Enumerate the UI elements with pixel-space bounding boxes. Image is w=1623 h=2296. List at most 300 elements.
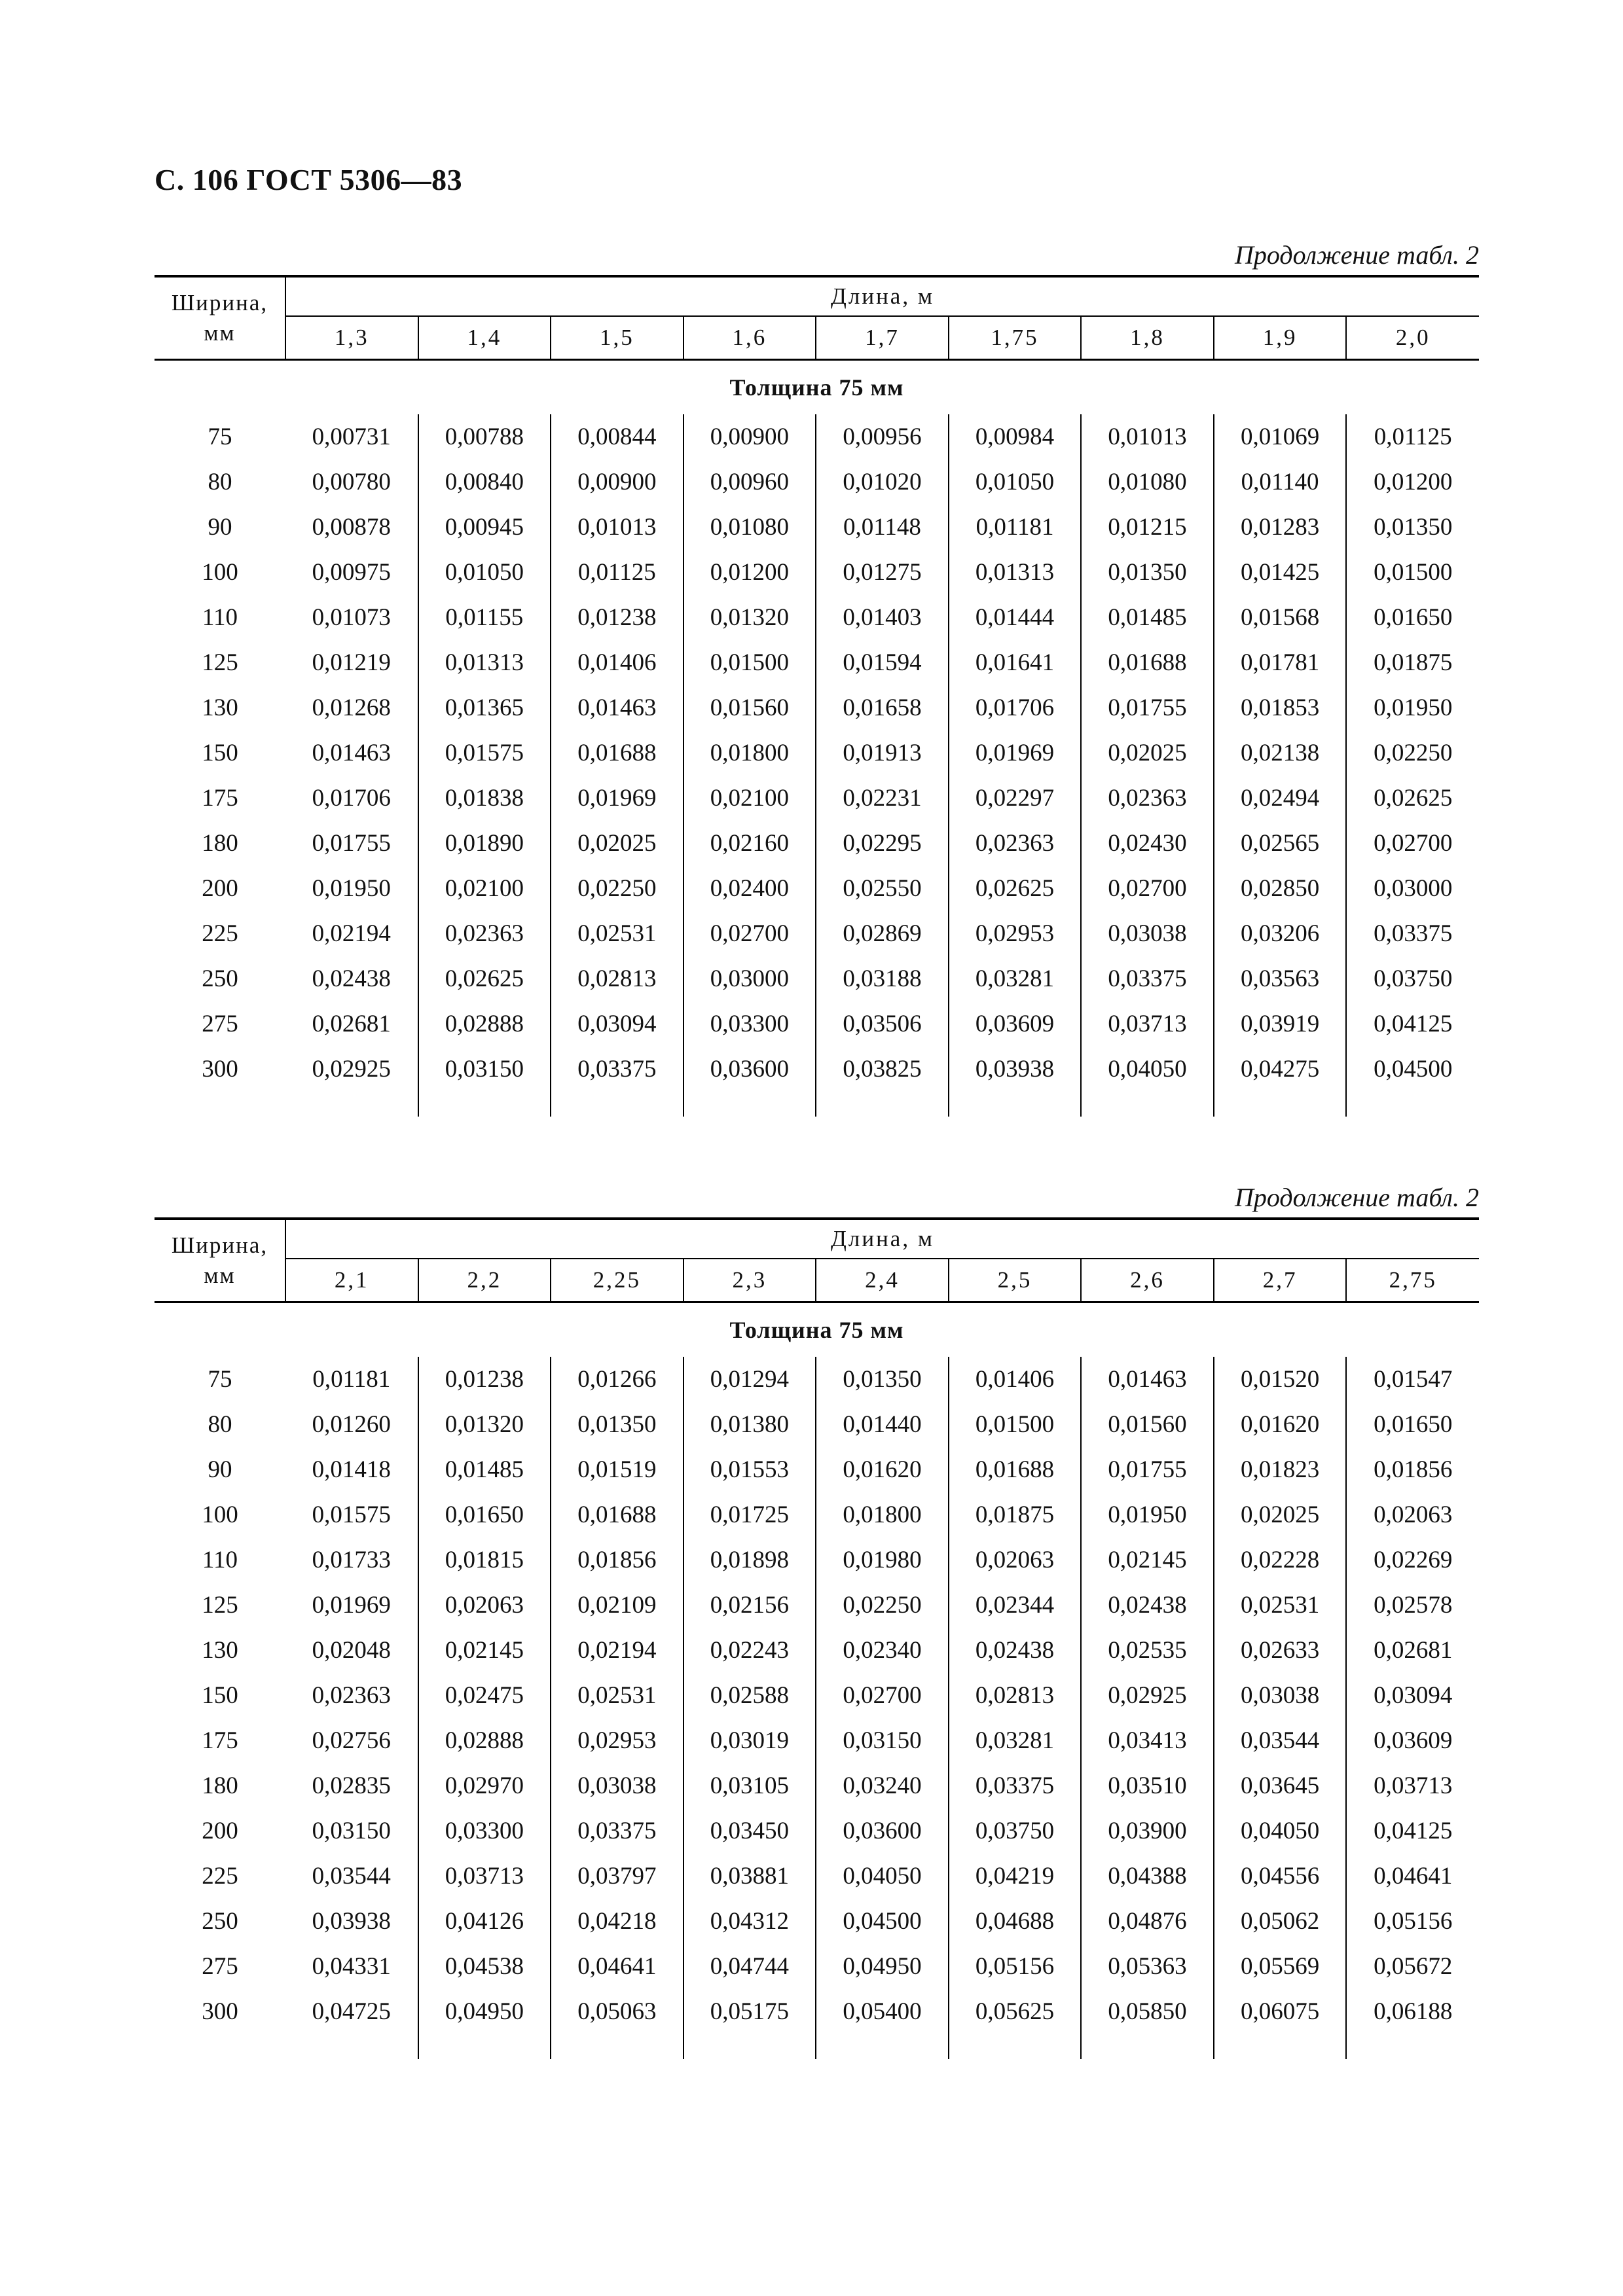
volume-cell: 0,05400 (816, 1989, 949, 2034)
table-row (155, 640, 1479, 685)
volume-cell: 0,02633 (1214, 1628, 1347, 1673)
volume-cell: 0,04725 (285, 1989, 418, 2034)
volume-cell: 0,01485 (418, 1447, 551, 1492)
volume-cell: 0,02953 (949, 911, 1082, 956)
volume-cell: 0,03150 (285, 1808, 418, 1854)
volume-cell: 0,03600 (816, 1808, 949, 1854)
volume-cell: 0,02625 (1374, 785, 1453, 812)
volume-cell: 0,02925 (285, 1047, 418, 1092)
volume-cell: 0,03506 (816, 1001, 949, 1047)
volume-cell: 0,03281 (949, 1718, 1082, 1763)
width-cell: 110 (202, 1547, 238, 1573)
volume-cell: 0,03510 (1081, 1763, 1214, 1808)
volume-cell: 0,01913 (816, 730, 949, 776)
volume-cell: 0,05062 (1214, 1899, 1347, 1944)
volume-cell: 0,01706 (949, 685, 1082, 730)
volume-cell: 0,01320 (684, 595, 816, 640)
volume-cell: 0,02109 (551, 1583, 684, 1628)
volume-cell: 0,04331 (285, 1944, 418, 1989)
volume-cell: 0,02700 (684, 911, 816, 956)
volume-cell: 0,04050 (816, 1854, 949, 1899)
width-cell: 75 (208, 423, 232, 450)
spacer-cell (684, 2034, 816, 2059)
volume-cell: 0,00844 (551, 414, 684, 459)
length-column-header: 1,3 (285, 316, 418, 360)
spacer-cell (418, 2034, 551, 2059)
volume-cell: 0,00780 (285, 459, 418, 505)
volume-cell: 0,03240 (816, 1763, 949, 1808)
volume-cell: 0,04500 (816, 1899, 949, 1944)
volume-cell: 0,01838 (418, 776, 551, 821)
volume-cell: 0,03300 (418, 1808, 551, 1854)
spacer-cell (949, 2034, 1082, 2059)
volume-cell: 0,02888 (418, 1001, 551, 1047)
width-cell: 130 (202, 1637, 238, 1664)
table-row (155, 866, 1479, 911)
volume-cell: 0,03281 (949, 956, 1082, 1001)
volume-cell: 0,00984 (949, 414, 1082, 459)
volume-cell: 0,01268 (285, 685, 418, 730)
table-row (155, 595, 1479, 640)
volume-cell: 0,05672 (1374, 1953, 1453, 1980)
volume-cell: 0,03375 (949, 1763, 1082, 1808)
volume-cell: 0,01853 (1214, 685, 1347, 730)
volume-cell: 0,02700 (1081, 866, 1214, 911)
width-cell: 100 (202, 559, 238, 586)
volume-cell: 0,03609 (949, 1001, 1082, 1047)
volume-cell: 0,01275 (816, 550, 949, 595)
volume-cell: 0,01781 (1214, 640, 1347, 685)
table-row (155, 1718, 1479, 1763)
volume-cell: 0,04556 (1214, 1854, 1347, 1899)
volume-cell: 0,01688 (1081, 640, 1214, 685)
table-row (155, 1854, 1479, 1899)
volume-cell: 0,01725 (684, 1492, 816, 1537)
volume-cell: 0,01800 (684, 730, 816, 776)
volume-cell: 0,03188 (816, 956, 949, 1001)
table-row (155, 550, 1479, 595)
volume-cell: 0,01875 (1374, 649, 1453, 676)
volume-cell: 0,01200 (1374, 469, 1453, 495)
volume-cell: 0,01080 (1081, 459, 1214, 505)
volume-cell: 0,03150 (816, 1718, 949, 1763)
volume-cell: 0,01890 (418, 821, 551, 866)
length-column-header: 1,9 (1214, 316, 1347, 360)
volume-cell: 0,05625 (949, 1989, 1082, 2034)
volume-cell: 0,01568 (1214, 595, 1347, 640)
volume-cell: 0,05156 (1374, 1908, 1453, 1935)
volume-cell: 0,01320 (418, 1402, 551, 1447)
volume-table (155, 275, 1479, 1117)
length-column-header: 1,4 (418, 316, 551, 360)
volume-cell: 0,02550 (816, 866, 949, 911)
spacer-cell (816, 1092, 949, 1117)
volume-cell: 0,01688 (551, 1492, 684, 1537)
volume-cell: 0,02295 (816, 821, 949, 866)
volume-cell: 0,01181 (285, 1357, 418, 1402)
length-column-header: 1,6 (684, 316, 816, 360)
volume-cell: 0,02025 (551, 821, 684, 866)
volume-cell: 0,03797 (551, 1854, 684, 1899)
volume-cell: 0,02363 (949, 821, 1082, 866)
volume-cell: 0,02535 (1081, 1628, 1214, 1673)
volume-cell: 0,01950 (1081, 1492, 1214, 1537)
table-row (155, 459, 1479, 505)
table-row (155, 1492, 1479, 1537)
length-column-header: 1,75 (949, 316, 1082, 360)
volume-cell: 0,02340 (816, 1628, 949, 1673)
volume-cell: 0,01980 (816, 1537, 949, 1583)
width-cell: 175 (202, 1727, 238, 1754)
length-column-header: 2,1 (285, 1259, 418, 1302)
volume-cell: 0,02700 (1374, 830, 1453, 857)
volume-cell: 0,04312 (684, 1899, 816, 1944)
volume-cell: 0,02813 (949, 1673, 1082, 1718)
table-row (155, 1047, 1479, 1092)
length-column-header: 1,8 (1081, 316, 1214, 360)
volume-cell: 0,04500 (1374, 1056, 1453, 1083)
volume-cell: 0,00878 (285, 505, 418, 550)
volume-cell: 0,02835 (285, 1763, 418, 1808)
volume-cell: 0,01547 (1374, 1366, 1453, 1393)
volume-cell: 0,03375 (1374, 920, 1453, 947)
volume-cell: 0,01856 (551, 1537, 684, 1583)
volume-cell: 0,01950 (1374, 694, 1453, 721)
table-row (155, 911, 1479, 956)
volume-cell: 0,01073 (285, 595, 418, 640)
table-row (155, 1763, 1479, 1808)
volume-cell: 0,03938 (285, 1899, 418, 1944)
volume-cell: 0,02297 (949, 776, 1082, 821)
volume-cell: 0,02269 (1374, 1547, 1453, 1573)
volume-cell: 0,01463 (551, 685, 684, 730)
volume-cell: 0,00900 (551, 459, 684, 505)
volume-cell: 0,03544 (285, 1854, 418, 1899)
volume-cell: 0,03825 (816, 1047, 949, 1092)
width-cell: 225 (202, 920, 238, 947)
volume-cell: 0,03713 (418, 1854, 551, 1899)
volume-cell: 0,02138 (1214, 730, 1347, 776)
volume-cell: 0,02344 (949, 1583, 1082, 1628)
volume-cell: 0,03563 (1214, 956, 1347, 1001)
volume-cell: 0,01463 (285, 730, 418, 776)
volume-cell: 0,01050 (949, 459, 1082, 505)
volume-cell: 0,02194 (551, 1628, 684, 1673)
volume-cell: 0,01013 (1081, 414, 1214, 459)
volume-cell: 0,02063 (1374, 1501, 1453, 1528)
volume-cell: 0,02048 (285, 1628, 418, 1673)
volume-cell: 0,05363 (1081, 1944, 1214, 1989)
volume-cell: 0,01125 (1374, 423, 1452, 450)
volume-cell: 0,01238 (551, 595, 684, 640)
volume-cell: 0,02250 (816, 1583, 949, 1628)
volume-cell: 0,02100 (684, 776, 816, 821)
volume-cell: 0,02250 (1374, 740, 1453, 766)
section-heading: Толщина 75 мм (729, 374, 904, 401)
table-row (155, 1808, 1479, 1854)
volume-cell: 0,01620 (1214, 1402, 1347, 1447)
volume-cell: 0,01266 (551, 1357, 684, 1402)
volume-cell: 0,03150 (418, 1047, 551, 1092)
length-column-header: 1,5 (551, 316, 684, 360)
volume-cell: 0,02363 (418, 911, 551, 956)
volume-cell: 0,02681 (285, 1001, 418, 1047)
spacer-cell (418, 1092, 551, 1117)
volume-cell: 0,03038 (1081, 911, 1214, 956)
width-cell: 110 (202, 604, 238, 631)
volume-cell: 0,02531 (551, 1673, 684, 1718)
volume-cell: 0,01575 (418, 730, 551, 776)
volume-cell: 0,01800 (816, 1492, 949, 1537)
volume-cell: 0,01815 (418, 1537, 551, 1583)
volume-cell: 0,02063 (418, 1583, 551, 1628)
volume-cell: 0,03019 (684, 1718, 816, 1763)
volume-cell: 0,01969 (551, 776, 684, 821)
volume-cell: 0,04388 (1081, 1854, 1214, 1899)
volume-cell: 0,01155 (418, 595, 551, 640)
volume-cell: 0,02156 (684, 1583, 816, 1628)
width-cell: 80 (208, 469, 232, 495)
length-column-header: 2,75 (1346, 1259, 1479, 1302)
spacer-cell (1346, 2034, 1479, 2059)
volume-cell: 0,04641 (551, 1944, 684, 1989)
volume-cell: 0,02531 (551, 911, 684, 956)
volume-cell: 0,01313 (949, 550, 1082, 595)
volume-cell: 0,04688 (949, 1899, 1082, 1944)
volume-cell: 0,00945 (418, 505, 551, 550)
table-row (155, 1673, 1479, 1718)
volume-cell: 0,01560 (1081, 1402, 1214, 1447)
table-row (155, 505, 1479, 550)
table-row (155, 776, 1479, 821)
volume-cell: 0,01755 (285, 821, 418, 866)
spacer-cell (1346, 1092, 1479, 1117)
volume-cell: 0,04050 (1214, 1808, 1347, 1854)
volume-cell: 0,01520 (1214, 1357, 1347, 1402)
width-cell: 80 (208, 1411, 232, 1438)
table-row (155, 1001, 1479, 1047)
volume-cell: 0,01519 (551, 1447, 684, 1492)
volume-cell: 0,02400 (684, 866, 816, 911)
volume-cell: 0,06188 (1374, 1998, 1453, 2025)
length-column-header: 1,7 (816, 316, 949, 360)
volume-cell: 0,02438 (285, 956, 418, 1001)
volume-cell: 0,01069 (1214, 414, 1347, 459)
volume-cell: 0,06075 (1214, 1989, 1347, 2034)
volume-cell: 0,05175 (684, 1989, 816, 2034)
width-cell: 200 (202, 1818, 238, 1844)
table-caption: Продолжение табл. 2 (1234, 1183, 1479, 1212)
volume-cell: 0,01260 (285, 1402, 418, 1447)
spacer-cell (155, 1092, 285, 1117)
volume-cell: 0,03750 (949, 1808, 1082, 1854)
volume-cell: 0,01050 (418, 550, 551, 595)
volume-cell: 0,01219 (285, 640, 418, 685)
volume-cell: 0,00956 (816, 414, 949, 459)
volume-cell: 0,01553 (684, 1447, 816, 1492)
volume-cell: 0,04950 (816, 1944, 949, 1989)
volume-cell: 0,00788 (418, 414, 551, 459)
volume-cell: 0,01950 (285, 866, 418, 911)
volume-cell: 0,00975 (285, 550, 418, 595)
spacer-cell (551, 1092, 684, 1117)
volume-cell: 0,02100 (418, 866, 551, 911)
volume-cell: 0,03713 (1081, 1001, 1214, 1047)
volume-cell: 0,01650 (1374, 1411, 1453, 1438)
page-header: С. 106 ГОСТ 5306—83 (155, 163, 463, 196)
volume-cell: 0,01650 (418, 1492, 551, 1537)
volume-cell: 0,03206 (1214, 911, 1347, 956)
volume-cell: 0,01823 (1214, 1447, 1347, 1492)
spacer-cell (1081, 2034, 1214, 2059)
volume-cell: 0,04876 (1081, 1899, 1214, 1944)
table-row (155, 414, 1479, 459)
length-column-header: 2,3 (684, 1259, 816, 1302)
spacer-cell (285, 1092, 418, 1117)
table-row (155, 1899, 1479, 1944)
spacer-cell (1081, 1092, 1214, 1117)
volume-cell: 0,04275 (1214, 1047, 1347, 1092)
volume-cell: 0,01406 (551, 640, 684, 685)
volume-cell: 0,01898 (684, 1537, 816, 1583)
volume-cell: 0,02160 (684, 821, 816, 866)
width-cell: 150 (202, 1682, 238, 1709)
volume-cell: 0,01294 (684, 1357, 816, 1402)
width-cell: 130 (202, 694, 238, 721)
volume-cell: 0,01755 (1081, 685, 1214, 730)
volume-cell: 0,03094 (551, 1001, 684, 1047)
width-cell: 90 (208, 1456, 232, 1483)
volume-cell: 0,02578 (1374, 1592, 1453, 1619)
volume-cell: 0,03038 (551, 1763, 684, 1808)
volume-cell: 0,03713 (1374, 1772, 1453, 1799)
volume-cell: 0,01403 (816, 595, 949, 640)
volume-cell: 0,01238 (418, 1357, 551, 1402)
volume-cell: 0,01380 (684, 1402, 816, 1447)
volume-cell: 0,01688 (551, 730, 684, 776)
volume-cell: 0,02363 (285, 1673, 418, 1718)
volume-cell: 0,01875 (949, 1492, 1082, 1537)
volume-cell: 0,01350 (1374, 514, 1453, 541)
volume-cell: 0,00731 (285, 414, 418, 459)
volume-cell: 0,03450 (684, 1808, 816, 1854)
table-row (155, 1628, 1479, 1673)
volume-cell: 0,03544 (1214, 1718, 1347, 1763)
volume-cell: 0,01594 (816, 640, 949, 685)
width-cell: 175 (202, 785, 238, 812)
width-cell: 100 (202, 1501, 238, 1528)
volume-cell: 0,02025 (1081, 730, 1214, 776)
volume-cell: 0,03881 (684, 1854, 816, 1899)
volume-cell: 0,03938 (949, 1047, 1082, 1092)
length-group-header: Длина, м (285, 276, 1479, 316)
volume-cell: 0,01650 (1374, 604, 1453, 631)
volume-cell: 0,02145 (1081, 1537, 1214, 1583)
width-cell: 300 (202, 1056, 238, 1083)
volume-cell: 0,04219 (949, 1854, 1082, 1899)
length-column-header: 2,4 (816, 1259, 949, 1302)
volume-cell: 0,01350 (1081, 550, 1214, 595)
volume-cell: 0,01969 (949, 730, 1082, 776)
volume-cell: 0,01969 (285, 1583, 418, 1628)
volume-cell: 0,01733 (285, 1537, 418, 1583)
volume-cell: 0,02953 (551, 1718, 684, 1763)
volume-cell: 0,02681 (1374, 1637, 1453, 1664)
volume-cell: 0,01148 (816, 505, 949, 550)
length-column-header: 2,25 (551, 1259, 684, 1302)
volume-cell: 0,03919 (1214, 1001, 1347, 1047)
table-row (155, 1989, 1479, 2034)
volume-cell: 0,02850 (1214, 866, 1347, 911)
volume-cell: 0,03375 (551, 1047, 684, 1092)
volume-cell: 0,03375 (1081, 956, 1214, 1001)
volume-cell: 0,01313 (418, 640, 551, 685)
volume-cell: 0,03000 (1374, 875, 1453, 902)
volume-cell: 0,01418 (285, 1447, 418, 1492)
volume-cell: 0,02145 (418, 1628, 551, 1673)
volume-cell: 0,04641 (1374, 1863, 1453, 1890)
volume-cell: 0,04050 (1081, 1047, 1214, 1092)
volume-cell: 0,00960 (684, 459, 816, 505)
volume-cell: 0,01658 (816, 685, 949, 730)
volume-cell: 0,00900 (684, 414, 816, 459)
volume-cell: 0,02231 (816, 776, 949, 821)
volume-cell: 0,01200 (684, 550, 816, 595)
volume-cell: 0,01140 (1214, 459, 1347, 505)
table-block-1 (155, 236, 1479, 1117)
spacer-cell (1214, 1092, 1347, 1117)
width-cell: 75 (208, 1366, 232, 1393)
length-group-header: Длина, м (285, 1219, 1479, 1259)
volume-cell: 0,02565 (1214, 821, 1347, 866)
volume-cell: 0,02531 (1214, 1583, 1347, 1628)
volume-cell: 0,05156 (949, 1944, 1082, 1989)
volume-cell: 0,02588 (684, 1673, 816, 1718)
table-row (155, 1944, 1479, 1989)
spacer-cell (285, 2034, 418, 2059)
table-caption: Продолжение табл. 2 (1234, 240, 1479, 270)
volume-cell: 0,04950 (418, 1989, 551, 2034)
volume-cell: 0,03900 (1081, 1808, 1214, 1854)
volume-cell: 0,01013 (551, 505, 684, 550)
width-column-header: Ширина, мм (155, 276, 285, 360)
volume-cell: 0,01350 (816, 1357, 949, 1402)
volume-cell: 0,00840 (418, 459, 551, 505)
volume-cell: 0,01560 (684, 685, 816, 730)
volume-cell: 0,02063 (949, 1537, 1082, 1583)
volume-cell: 0,03413 (1081, 1718, 1214, 1763)
volume-cell: 0,02430 (1081, 821, 1214, 866)
volume-cell: 0,02970 (418, 1763, 551, 1808)
table-row (155, 956, 1479, 1001)
volume-cell: 0,02194 (285, 911, 418, 956)
spacer-cell (551, 2034, 684, 2059)
volume-cell: 0,01463 (1081, 1357, 1214, 1402)
volume-cell: 0,04125 (1374, 1011, 1453, 1037)
volume-cell: 0,04218 (551, 1899, 684, 1944)
volume-cell: 0,05063 (551, 1989, 684, 2034)
volume-cell: 0,01181 (949, 505, 1082, 550)
volume-cell: 0,01215 (1081, 505, 1214, 550)
volume-cell: 0,03600 (684, 1047, 816, 1092)
volume-cell: 0,02438 (949, 1628, 1082, 1673)
volume-cell: 0,01444 (949, 595, 1082, 640)
length-column-header: 2,2 (418, 1259, 551, 1302)
volume-cell: 0,05850 (1081, 1989, 1214, 2034)
table-row (155, 1402, 1479, 1447)
volume-cell: 0,02363 (1081, 776, 1214, 821)
volume-cell: 0,03094 (1374, 1682, 1453, 1709)
